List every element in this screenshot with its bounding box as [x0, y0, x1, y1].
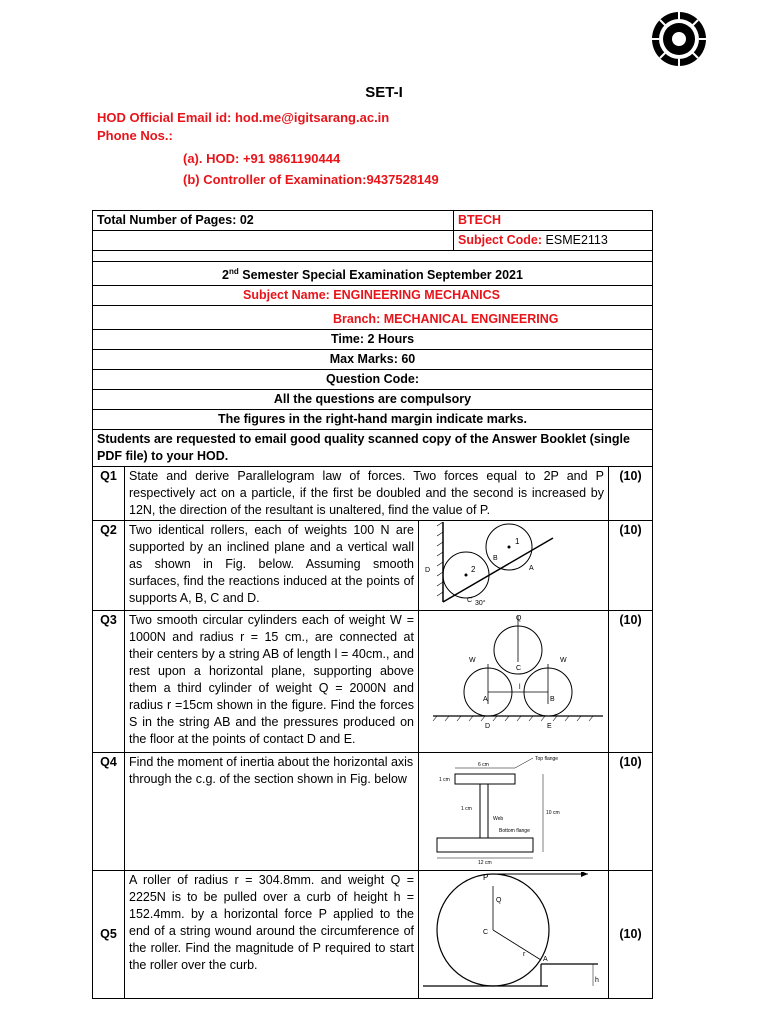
figure-label: Top flange [535, 756, 559, 763]
question-row [93, 521, 653, 611]
phone-label: Phone Nos.: [97, 128, 173, 143]
subject-code-cell [454, 231, 653, 251]
figure-label: 2 [471, 565, 476, 575]
hod-email: HOD Official Email id: hod.me@igitsarang.ac.in [97, 110, 390, 125]
exam-time: Time: 2 Hours [93, 330, 653, 350]
question-row [93, 753, 653, 871]
question-marks: (10) [609, 611, 653, 753]
question-number: Q4 [93, 753, 125, 871]
figure-label: 10 cm [546, 810, 560, 817]
question-marks: (10) [609, 467, 653, 521]
figure-label: 1 cm [439, 777, 450, 784]
phone-coe: (b) Controller of Examination:9437528149 [183, 172, 439, 187]
figure-cell [419, 871, 609, 999]
set-title: SET-I [365, 84, 403, 101]
figure-label: A [529, 565, 534, 573]
figure-label: W [560, 657, 567, 665]
branch: Branch: MECHANICAL ENGINEERING [93, 306, 653, 330]
program: BTECH [454, 211, 653, 231]
subject-code-label: Subject Code: [458, 233, 543, 247]
institute-emblem-logo [650, 10, 708, 68]
figure-label: 6 cm [478, 762, 489, 769]
question-code: Question Code: [93, 370, 653, 390]
subject-name: Subject Name: ENGINEERING MECHANICS [93, 286, 653, 306]
figure-label: B [550, 696, 555, 704]
figure-label: D [485, 723, 491, 731]
figure-label: 1 [515, 537, 520, 547]
spacer-row [93, 251, 653, 262]
figure-label: E [547, 723, 552, 731]
question-number: Q5 [93, 871, 125, 999]
question-text: Two identical rollers, each of weights 100 N are supported by an inclined plane and a vertical wall as shown in Fig. below. Assuming smooth surfaces, find the reactions induced at the points of supports A, B, C and D. [125, 521, 419, 611]
figure-label: 1 cm [461, 806, 472, 813]
semester-number: 2 [222, 268, 229, 283]
q5-roller-curb-figure [423, 872, 608, 994]
semester-text: Semester Special Examination September 2021 [238, 268, 523, 283]
figure-label: 12 cm [478, 860, 492, 867]
figure-label: P [483, 873, 489, 883]
figure-cell [419, 611, 609, 753]
figure-label: A [483, 696, 488, 704]
question-row [93, 611, 653, 753]
instruction-compulsory: All the questions are compulsory [93, 390, 653, 410]
semester-heading [93, 262, 653, 286]
exam-table [92, 210, 653, 999]
question-row [93, 871, 653, 999]
figure-label: Q [516, 615, 522, 623]
question-row [93, 467, 653, 521]
question-text: Find the moment of inertia about the horizontal axis through the c.g. of the section shown in Fig. below [125, 753, 419, 871]
instruction-email: Students are requested to email good quality scanned copy of the Answer Booklet (single PDF file) to your HOD. [93, 430, 653, 467]
question-marks: (10) [609, 521, 653, 611]
figure-label: 30° [475, 600, 486, 607]
semester-suffix: nd [229, 267, 239, 276]
instruction-marks: The figures in the right-hand margin indicate marks. [93, 410, 653, 430]
empty-cell [93, 231, 454, 251]
figure-label: C [467, 597, 473, 605]
phone-hod: (a). HOD: +91 9861190444 [183, 151, 341, 166]
figure-label: Bottom flange [499, 828, 530, 835]
figure-label: W [469, 657, 476, 665]
figure-label: Web [493, 816, 504, 823]
figure-label: C [516, 665, 522, 673]
q2-rollers-figure [423, 522, 608, 606]
figure-cell [419, 753, 609, 871]
question-text: State and derive Parallelogram law of forces. Two forces equal to 2P and P respectively act on a particle, if the first be doubled and the second is increased by 12N, the direction of the resultant is unaltered, find the value of P. [125, 467, 609, 521]
figure-label: r [523, 951, 526, 959]
figure-label: h [595, 977, 599, 985]
question-marks: (10) [609, 753, 653, 871]
question-marks: (10) [609, 871, 653, 999]
q4-i-section-figure [423, 754, 608, 866]
max-marks: Max Marks: 60 [93, 350, 653, 370]
question-number: Q1 [93, 467, 125, 521]
q3-cylinders-figure [423, 612, 608, 742]
question-number: Q3 [93, 611, 125, 753]
figure-label: A [543, 956, 548, 964]
subject-code: ESME2113 [545, 233, 608, 247]
figure-label: D [425, 567, 431, 575]
figure-label: C [483, 929, 489, 937]
question-number: Q2 [93, 521, 125, 611]
total-pages: Total Number of Pages: 02 [93, 211, 454, 231]
question-text: Two smooth circular cylinders each of weight W = 1000N and radius r = 15 cm., are connected at their centers by a string AB of length l = 40cm., and rest upon a horizontal plane, supporting above them a third cylinder of weight Q = 2000N and radius r =15cm shown in the figure. Find the forces S in the string AB and the pressures produced on the floor at the points of contact D and E. [125, 611, 419, 753]
figure-cell [419, 521, 609, 611]
question-text: A roller of radius r = 304.8mm. and weight Q = 2225N is to be pulled over a curb of height h = 152.4mm. by a horizontal force P applied to the end of a string wound around the circumference of the roller. Find the magnitude of P required to start the roller over the curb. [125, 871, 419, 999]
figure-label: B [493, 555, 498, 563]
figure-label: Q [496, 897, 502, 905]
figure-label: l [519, 684, 521, 692]
